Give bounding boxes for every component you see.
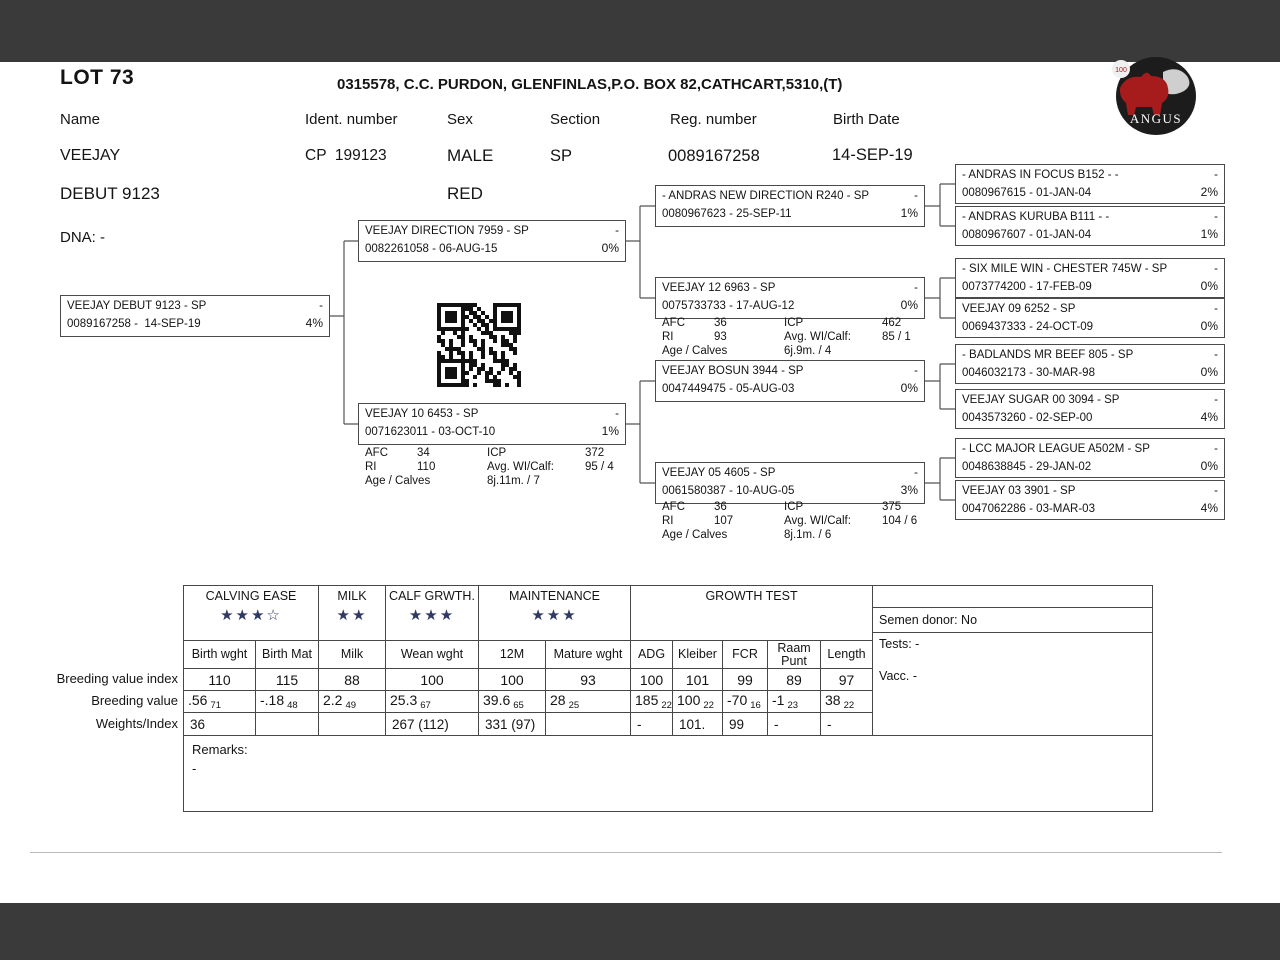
bv-accuracy: 71 bbox=[210, 700, 222, 712]
pedigree-box-ggp-5 bbox=[955, 344, 1225, 384]
value-reg-number: 0089167258 bbox=[668, 147, 760, 165]
bv-accuracy: 49 bbox=[345, 700, 357, 712]
dam-name: VEEJAY 10 6453 - SP bbox=[365, 408, 479, 420]
weight-cell: - bbox=[631, 713, 673, 736]
index-cell: 89 bbox=[768, 669, 821, 691]
ggp-flag: - bbox=[1214, 485, 1218, 497]
weight-cell: 99 bbox=[723, 713, 768, 736]
ggp-pct: 4% bbox=[1200, 409, 1218, 424]
bv-accuracy: 16 bbox=[750, 700, 761, 712]
pedigree-box-sire-dam bbox=[655, 277, 925, 319]
dam-stats bbox=[365, 446, 627, 488]
bv-value: .56 bbox=[188, 691, 208, 708]
bv-cell bbox=[256, 691, 319, 713]
pedigree-box-dam bbox=[358, 403, 626, 445]
group-maintenance bbox=[479, 586, 631, 641]
breeder-line: 0315578, C.C. PURDON, GLENFINLAS,P.O. BOX 82,CATHCART,5310,(T) bbox=[337, 76, 843, 93]
bv-cell bbox=[479, 691, 546, 713]
vacc-text: Vacc. - bbox=[879, 669, 918, 683]
sire-flag: - bbox=[615, 225, 619, 237]
pedigree-box-animal bbox=[60, 295, 330, 337]
pedigree-box-ggp-3 bbox=[955, 258, 1225, 298]
row-label-breeding-value: Breeding value bbox=[91, 693, 178, 708]
stat-label: RI bbox=[365, 461, 377, 473]
bv-cell bbox=[631, 691, 673, 713]
label-name: Name bbox=[60, 111, 101, 128]
ggp-name: - SIX MILE WIN - CHESTER 745W - SP bbox=[962, 263, 1168, 275]
dam-inbreeding-pct: 1% bbox=[601, 424, 619, 439]
pedigree-box-ggp-4 bbox=[955, 298, 1225, 338]
label-ident-number: Ident. number bbox=[305, 111, 398, 128]
value-colour: RED bbox=[447, 184, 483, 203]
row-label-breeding-value-index: Breeding value index bbox=[56, 671, 178, 686]
weight-cell bbox=[256, 713, 319, 736]
dam-sire-reg: 0047449475 - 05-AUG-03 bbox=[662, 383, 795, 396]
semen-donor-text: Semen donor: No bbox=[873, 608, 1152, 633]
side-info-panel bbox=[873, 586, 1153, 736]
ggp-name: - ANDRAS KURUBA B111 - - bbox=[962, 211, 1110, 223]
bv-accuracy: 22 bbox=[843, 700, 855, 712]
value-sex: MALE bbox=[447, 146, 494, 165]
star-rating: ★★★☆ bbox=[220, 607, 282, 624]
ggp-flag: - bbox=[1214, 349, 1218, 361]
sire-dam-name: VEEJAY 12 6963 - SP bbox=[662, 282, 776, 294]
sire-sire-name: - ANDRAS NEW DIRECTION R240 - SP bbox=[662, 190, 870, 202]
sire-dam-pct: 0% bbox=[900, 298, 918, 313]
value-name-line2: DEBUT 9123 bbox=[60, 184, 160, 203]
sire-reg: 0082261058 - 06-AUG-15 bbox=[365, 243, 498, 256]
col-header: ADG bbox=[631, 641, 673, 669]
ggp-flag: - bbox=[1214, 263, 1218, 275]
pedigree-box-ggp-8 bbox=[955, 480, 1225, 520]
bv-cell bbox=[768, 691, 821, 713]
logo-100-text: 100 bbox=[1115, 67, 1127, 74]
group-calving-ease bbox=[184, 586, 319, 641]
bv-accuracy: 22 bbox=[661, 700, 672, 712]
dam-sire-pct: 0% bbox=[900, 381, 918, 396]
dam-dam-name: VEEJAY 05 4605 - SP bbox=[662, 467, 776, 479]
bv-accuracy: 23 bbox=[787, 700, 799, 712]
pedigree-box-ggp-7 bbox=[955, 438, 1225, 478]
bv-cell bbox=[723, 691, 768, 713]
stat-label: Age / Calves bbox=[662, 529, 728, 541]
remarks-label: Remarks: bbox=[192, 742, 248, 757]
group-label: MAINTENANCE bbox=[509, 589, 600, 603]
sire-sire-reg: 0080967623 - 25-SEP-11 bbox=[662, 208, 792, 221]
col-header: Length bbox=[821, 641, 873, 669]
stat-label: AFC bbox=[365, 447, 388, 459]
weight-cell bbox=[319, 713, 386, 736]
group-label: CALF GRWTH. bbox=[389, 589, 475, 603]
ggp-name: VEEJAY 09 6252 - SP bbox=[962, 303, 1076, 315]
stat-value: 85 / 1 bbox=[882, 331, 911, 343]
bv-accuracy: 67 bbox=[420, 700, 431, 712]
weight-cell: - bbox=[821, 713, 873, 736]
ggp-reg: 0069437333 - 24-OCT-09 bbox=[962, 320, 1094, 333]
bv-value: -1 bbox=[772, 691, 785, 708]
stat-label: AFC bbox=[662, 317, 685, 329]
bv-cell bbox=[673, 691, 723, 713]
bv-cell bbox=[184, 691, 256, 713]
ggp-pct: 2% bbox=[1200, 184, 1218, 199]
ggp-pct: 0% bbox=[1200, 364, 1218, 379]
weight-cell: - bbox=[768, 713, 821, 736]
star-rating: ★★★ bbox=[408, 607, 456, 624]
stat-value: 375 bbox=[882, 501, 902, 513]
weight-cell bbox=[546, 713, 631, 736]
stat-label: ICP bbox=[487, 447, 507, 459]
stat-value: 36 bbox=[714, 317, 727, 329]
col-header: FCR bbox=[723, 641, 768, 669]
bv-accuracy: 22 bbox=[703, 700, 714, 712]
dam-dam-stats bbox=[662, 500, 924, 542]
stat-value: 110 bbox=[417, 461, 436, 473]
stat-value: 462 bbox=[882, 317, 902, 329]
logo-angus-text: ANGUS bbox=[1129, 111, 1183, 126]
group-label: MILK bbox=[337, 589, 367, 603]
group-label: CALVING EASE bbox=[205, 589, 297, 603]
group-label: GROWTH TEST bbox=[705, 589, 798, 603]
stat-label: Avg. WI/Calf: bbox=[784, 515, 851, 527]
index-cell: 110 bbox=[184, 669, 256, 691]
ggp-reg: 0080967607 - 01-JAN-04 bbox=[962, 228, 1092, 241]
ggp-name: - BADLANDS MR BEEF 805 - SP bbox=[962, 349, 1134, 361]
bv-value: -.18 bbox=[260, 691, 285, 708]
sire-sire-pct: 1% bbox=[900, 206, 918, 221]
sire-sire-flag: - bbox=[914, 190, 918, 202]
stat-value: 8j.1m. / 6 bbox=[784, 529, 832, 541]
star-rating: ★★ bbox=[336, 607, 368, 624]
bv-accuracy: 25 bbox=[568, 700, 580, 712]
bv-value: 38 bbox=[825, 691, 841, 708]
dam-dam-flag: - bbox=[914, 467, 918, 479]
tests-text: Tests: - bbox=[879, 637, 920, 651]
ggp-reg: 0048638845 - 29-JAN-02 bbox=[962, 460, 1092, 473]
bv-accuracy: 65 bbox=[513, 700, 524, 712]
ggp-reg: 0043573260 - 02-SEP-00 bbox=[962, 411, 1093, 424]
ggp-flag: - bbox=[1214, 303, 1218, 315]
row-label-weights-index: Weights/Index bbox=[95, 716, 178, 731]
value-birth-date: 14-SEP-19 bbox=[832, 146, 913, 164]
stat-label: RI bbox=[662, 515, 674, 527]
side-spacer bbox=[873, 586, 1152, 608]
col-header: Wean wght bbox=[386, 641, 479, 669]
weight-cell: 36 bbox=[184, 713, 256, 736]
pedigree-box-dam-sire bbox=[655, 360, 925, 402]
value-section: SP bbox=[550, 147, 573, 165]
dam-sire-name: VEEJAY BOSUN 3944 - SP bbox=[662, 365, 804, 377]
stat-value: 6j.9m. / 4 bbox=[784, 345, 832, 357]
sire-inbreeding-pct: 0% bbox=[601, 241, 619, 256]
bv-value: 100 bbox=[677, 691, 701, 708]
col-header: Kleiber bbox=[673, 641, 723, 669]
index-cell: 97 bbox=[821, 669, 873, 691]
ggp-name: - LCC MAJOR LEAGUE A502M - SP bbox=[962, 443, 1150, 455]
bv-value: 25.3 bbox=[390, 691, 418, 708]
ggp-pct: 0% bbox=[1200, 458, 1218, 473]
stat-value: 95 / 4 bbox=[585, 461, 614, 473]
group-calf-growth bbox=[386, 586, 479, 641]
label-section: Section bbox=[550, 111, 601, 128]
dam-reg: 0071623011 - 03-OCT-10 bbox=[365, 426, 496, 439]
performance-table bbox=[183, 585, 1153, 812]
col-header: 12M bbox=[479, 641, 546, 669]
stat-value: 104 / 6 bbox=[882, 515, 918, 527]
pedigree-box-dam-dam bbox=[655, 462, 925, 504]
stat-value: 372 bbox=[585, 447, 605, 459]
col-header: Birth Mat bbox=[256, 641, 319, 669]
stat-value: 93 bbox=[714, 331, 727, 343]
ggp-pct: 0% bbox=[1200, 318, 1218, 333]
sire-dam-flag: - bbox=[914, 282, 918, 294]
stat-value: 34 bbox=[417, 447, 430, 459]
sire-dam-reg: 0075733733 - 17-AUG-12 bbox=[662, 300, 795, 313]
ggp-reg: 0073774200 - 17-FEB-09 bbox=[962, 280, 1092, 293]
bv-value: 185 bbox=[635, 691, 659, 708]
stat-label: ICP bbox=[784, 317, 804, 329]
ggp-name: VEEJAY SUGAR 00 3094 - SP bbox=[962, 394, 1120, 406]
bv-cell bbox=[821, 691, 873, 713]
stat-label: AFC bbox=[662, 501, 685, 513]
label-sex: Sex bbox=[447, 111, 473, 128]
bv-value: 28 bbox=[550, 691, 566, 708]
bv-accuracy: 48 bbox=[287, 700, 298, 712]
group-header-row bbox=[184, 586, 1153, 641]
stat-value: 8j.11m. / 7 bbox=[487, 475, 540, 487]
bv-cell bbox=[319, 691, 386, 713]
stat-label: Avg. WI/Calf: bbox=[784, 331, 851, 343]
pedigree-box-sire bbox=[358, 220, 626, 262]
sire-name: VEEJAY DIRECTION 7959 - SP bbox=[365, 225, 529, 237]
pedigree-box-ggp-2 bbox=[955, 206, 1225, 246]
index-cell: 115 bbox=[256, 669, 319, 691]
dam-flag: - bbox=[615, 408, 619, 420]
col-header: Milk bbox=[319, 641, 386, 669]
ggp-name: VEEJAY 03 3901 - SP bbox=[962, 485, 1076, 497]
pedigree-box-ggp-1 bbox=[955, 164, 1225, 204]
animal-reg: 0089167258 - 14-SEP-19 bbox=[67, 318, 201, 331]
animal-name: VEEJAY DEBUT 9123 - SP bbox=[67, 300, 207, 312]
weight-cell: 331 (97) bbox=[479, 713, 546, 736]
ggp-pct: 1% bbox=[1200, 226, 1218, 241]
dam-sire-flag: - bbox=[914, 365, 918, 377]
stat-label: Avg. WI/Calf: bbox=[487, 461, 554, 473]
weight-cell: 101. bbox=[673, 713, 723, 736]
group-milk bbox=[319, 586, 386, 641]
index-cell: 101 bbox=[673, 669, 723, 691]
pedigree-box-sire-sire bbox=[655, 185, 925, 227]
ggp-flag: - bbox=[1214, 211, 1218, 223]
dam-dam-pct: 3% bbox=[900, 483, 918, 498]
value-ident-number: CP 199123 bbox=[305, 147, 387, 164]
stat-label: ICP bbox=[784, 501, 804, 513]
ggp-flag: - bbox=[1214, 443, 1218, 455]
weight-cell: 267 (112) bbox=[386, 713, 479, 736]
label-reg-number: Reg. number bbox=[670, 111, 757, 128]
label-birth-date: Birth Date bbox=[833, 111, 900, 128]
col-header: Mature wght bbox=[546, 641, 631, 669]
ggp-reg: 0080967615 - 01-JAN-04 bbox=[962, 186, 1092, 199]
index-cell: 100 bbox=[479, 669, 546, 691]
bv-value: 39.6 bbox=[483, 691, 511, 708]
star-rating: ★★★ bbox=[531, 607, 578, 624]
index-cell: 93 bbox=[546, 669, 631, 691]
ggp-pct: 4% bbox=[1200, 500, 1218, 515]
bv-value: -70 bbox=[727, 691, 748, 708]
bv-value: 2.2 bbox=[323, 691, 343, 708]
ggp-pct: 0% bbox=[1200, 278, 1218, 293]
remarks-row bbox=[184, 736, 1153, 812]
stat-label: RI bbox=[662, 331, 674, 343]
dam-dam-reg: 0061580387 - 10-AUG-05 bbox=[662, 485, 795, 498]
index-cell: 88 bbox=[319, 669, 386, 691]
stat-label: Age / Calves bbox=[662, 345, 728, 357]
ggp-reg: 0046032173 - 30-MAR-98 bbox=[962, 366, 1095, 379]
index-cell: 100 bbox=[631, 669, 673, 691]
index-cell: 100 bbox=[386, 669, 479, 691]
ggp-flag: - bbox=[1214, 394, 1218, 406]
stat-value: 107 bbox=[714, 515, 734, 527]
col-header: Birth wght bbox=[184, 641, 256, 669]
lot-number: LOT 73 bbox=[60, 66, 135, 89]
group-growth-test bbox=[631, 586, 873, 641]
ggp-flag: - bbox=[1214, 169, 1218, 181]
col-header: Raam Punt bbox=[768, 641, 821, 669]
stat-label: Age / Calves bbox=[365, 475, 431, 487]
remarks-value: - bbox=[192, 761, 197, 776]
bv-cell bbox=[546, 691, 631, 713]
dna-line: DNA: - bbox=[60, 229, 105, 246]
ggp-name: - ANDRAS IN FOCUS B152 - - bbox=[962, 169, 1119, 181]
animal-inbreeding-pct: 4% bbox=[305, 316, 323, 331]
value-name: VEEJAY bbox=[60, 147, 121, 164]
bv-cell bbox=[386, 691, 479, 713]
stat-value: 36 bbox=[714, 501, 727, 513]
animal-flag: - bbox=[319, 300, 323, 312]
index-cell: 99 bbox=[723, 669, 768, 691]
pedigree-box-ggp-6 bbox=[955, 389, 1225, 429]
remarks-cell bbox=[184, 736, 1153, 812]
sire-dam-stats bbox=[662, 316, 924, 358]
qr-code bbox=[437, 303, 521, 387]
ggp-reg: 0047062286 - 03-MAR-03 bbox=[962, 502, 1095, 515]
